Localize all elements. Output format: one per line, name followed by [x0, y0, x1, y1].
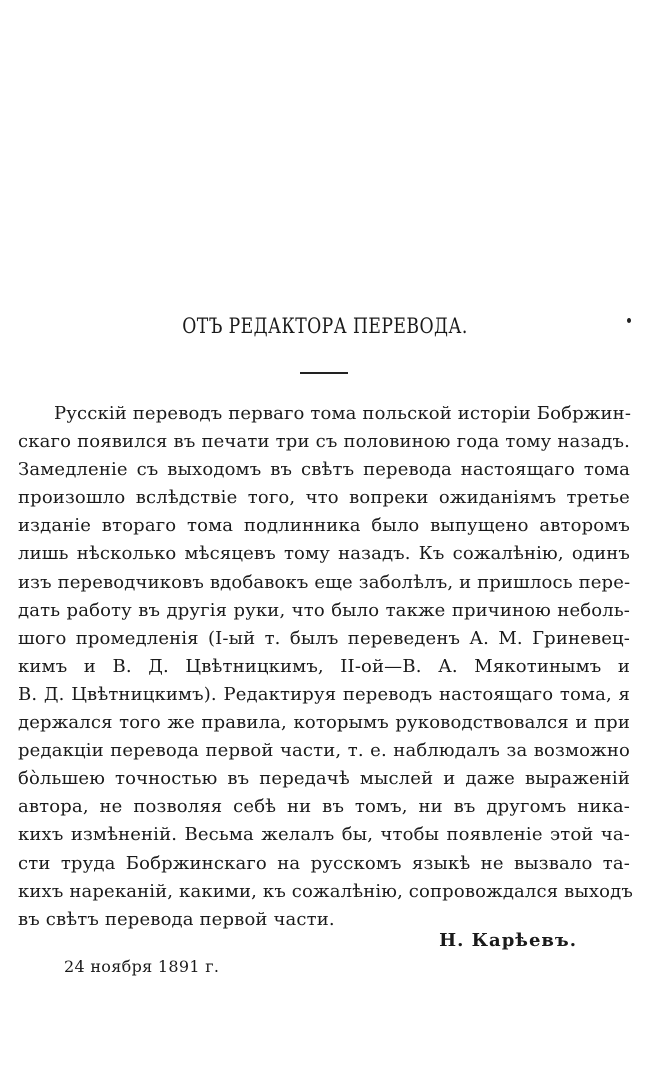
- text-line: В. Д. Цвѣтницкимъ). Редактируя переводъ настоящаго тома, я: [18, 683, 630, 705]
- ink-speck: [627, 318, 631, 323]
- text-line: шого промедленія (I-ый т. былъ переведенъ А. М. Гриневец-: [18, 627, 630, 649]
- title-divider: [300, 372, 348, 374]
- text-line: кихъ нареканій, какими, къ сожалѣнію, сопровождался выходъ: [18, 880, 634, 902]
- text-line: скаго появился въ печати три съ половиною года тому назадъ.: [18, 431, 630, 453]
- text-line: изданіе втораго тома подлинника было выпущено авторомъ: [18, 515, 630, 537]
- text-line: произошло вслѣдствіе того, что вопреки ожиданіямъ третье: [18, 487, 630, 509]
- author-signature: Н. Карѣевъ.: [439, 930, 577, 951]
- text-line: держался того же правила, которымъ руководствовался и при: [18, 712, 630, 734]
- text-line: лишь нѣсколько мѣсяцевъ тому назадъ. Къ сожалѣнію, одинъ: [18, 543, 630, 565]
- page-title: ОТЪ РЕДАКТОРА ПЕРЕВОДА.: [182, 314, 468, 338]
- text-line: въ свѣтъ перевода первой части.: [18, 908, 335, 930]
- text-line: бо̀льшею точностью въ передачѣ мыслей и даже выраженій: [18, 768, 630, 790]
- text-line: Замедленіе съ выходомъ въ свѣтъ перевода настоящаго тома: [18, 459, 630, 481]
- text-line: дать работу въ другія руки, что было также причиною неболь-: [18, 599, 630, 621]
- text-line: кихъ измѣненій. Весьма желалъ бы, чтобы появленіе этой ча-: [18, 824, 630, 846]
- text-line: редакціи перевода первой части, т. е. наблюдалъ за возможно: [18, 740, 630, 762]
- text-line: автора, не позволяя себѣ ни въ томъ, ни въ другомъ ника-: [18, 796, 630, 818]
- text-line: изъ переводчиковъ вдобавокъ еще заболѣлъ, и пришлось пере-: [18, 571, 631, 593]
- text-line: сти труда Бобржинскаго на русскомъ языкѣ не вызвало та-: [18, 852, 630, 874]
- text-line: Русскій переводъ перваго тома польской исторіи Бобржин-: [54, 403, 632, 424]
- document-date: 24 ноября 1891 г.: [64, 957, 220, 976]
- preface-text: [18, 400, 634, 934]
- text-line: кимъ и В. Д. Цвѣтницкимъ, II-ой—В. А. Мякотинымъ и: [18, 655, 630, 677]
